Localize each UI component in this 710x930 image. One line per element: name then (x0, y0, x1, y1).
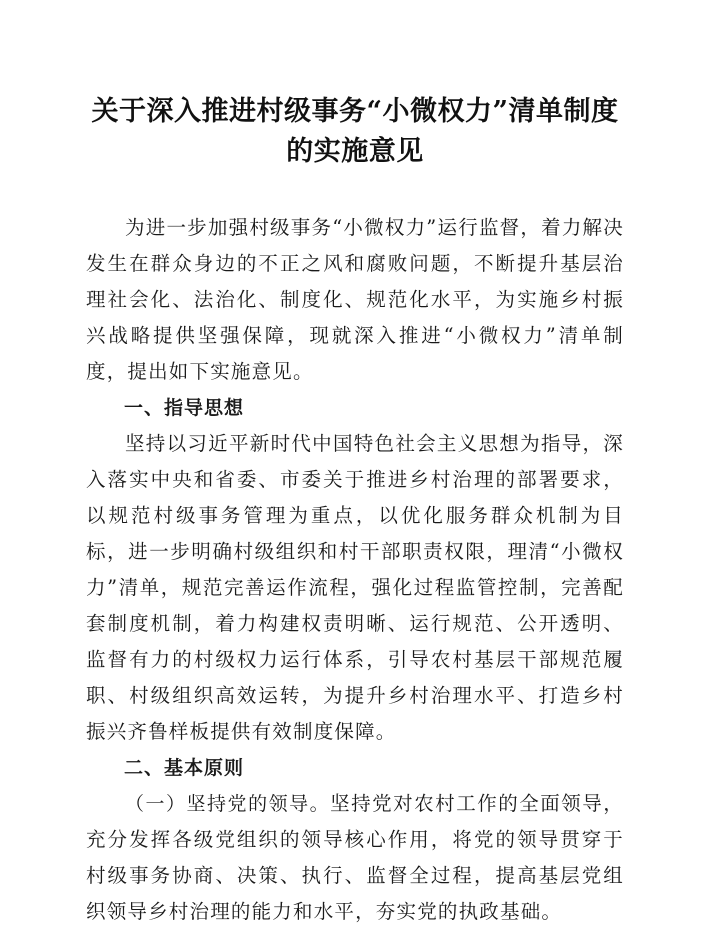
section-heading-guiding-ideology: 一、指导思想 (124, 397, 245, 419)
guiding-ideology-paragraph: 坚持以习近平新时代中国特色社会主义思想为指导，深入落实中央和省委、市委关于推进乡村治理的部署要求，以规范村级事务管理为重点，以优化服务群众机制为目标，进一步明确村级组织和村干部职责权限，理清“小微权力”清单，规范完善运作流程，强化过程监管控制，完善配套制度机制，着力构建权责明晰、运行规范、公开透明、监督有力的村级权力运行体系，引导农村基层干部规范履职、村级组织高效运转，为提升乡村治理水平、打造乡村振兴齐鲁样板提供有效制度保障。 (86, 432, 624, 743)
document-body (86, 210, 624, 930)
document-title (86, 92, 624, 172)
principle-1-paragraph (86, 786, 624, 930)
principle-1-lead: （一）坚持党的领导。 (125, 793, 331, 815)
section-heading-basic-principles: 二、基本原则 (124, 757, 245, 779)
title-line-2: 的实施意见 (286, 136, 424, 167)
title-line-1: 关于深入推进村级事务“小微权力”清单制度 (91, 96, 619, 127)
intro-paragraph: 为进一步加强村级事务“小微权力”运行监督，着力解决发生在群众身边的不正之风和腐败问题，不断提升基层治理社会化、法治化、制度化、规范化水平，为实施乡村振兴战略提供坚强保障，现就深入推进“小微权力”清单制度，提出如下实施意见。 (86, 216, 624, 383)
principle-1-text: 坚持党对农村工作的全面领导，充分发挥各级党组织的领导核心作用，将党的领导贯穿于村级事务协商、决策、执行、监督全过程，提高基层党组织领导乡村治理的能力和水平，夯实党的执政基础。 (86, 792, 624, 923)
